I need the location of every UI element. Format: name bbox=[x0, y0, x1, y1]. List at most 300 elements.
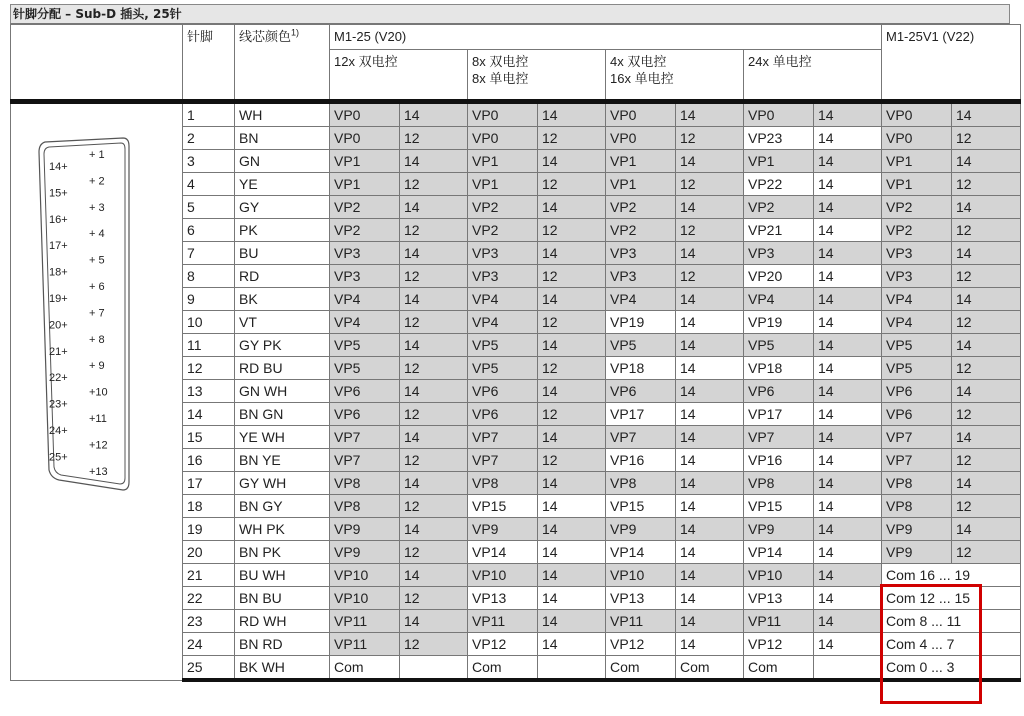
valve-cell: VP1 bbox=[882, 150, 952, 173]
valve-cell: Com bbox=[744, 656, 814, 681]
coil-cell: 14 bbox=[676, 196, 744, 219]
coil-cell: 12 bbox=[952, 449, 1021, 472]
pin-number-cell: 3 bbox=[183, 150, 235, 173]
valve-cell: VP10 bbox=[606, 564, 676, 587]
valve-cell: VP0 bbox=[468, 102, 538, 127]
valve-cell: VP9 bbox=[882, 518, 952, 541]
coil-cell: 14 bbox=[814, 380, 882, 403]
valve-cell: VP14 bbox=[606, 541, 676, 564]
valve-cell: VP13 bbox=[744, 587, 814, 610]
coil-cell: 14 bbox=[952, 426, 1021, 449]
com-group-cell: Com 4 ... 7 bbox=[882, 633, 1021, 656]
wire-color-cell: BN GN bbox=[235, 403, 330, 426]
valve-cell: VP4 bbox=[882, 288, 952, 311]
pin-number-cell: 6 bbox=[183, 219, 235, 242]
coil-cell: 14 bbox=[676, 403, 744, 426]
valve-cell: VP12 bbox=[468, 633, 538, 656]
valve-cell: VP2 bbox=[468, 219, 538, 242]
coil-cell: 14 bbox=[814, 334, 882, 357]
com-group-cell: Com 8 ... 11 bbox=[882, 610, 1021, 633]
valve-cell: VP9 bbox=[606, 518, 676, 541]
coil-cell: 12 bbox=[676, 127, 744, 150]
valve-cell: VP12 bbox=[744, 633, 814, 656]
coil-cell: 14 bbox=[538, 288, 606, 311]
pin-header: 针脚 bbox=[183, 25, 235, 102]
valve-cell: VP7 bbox=[468, 449, 538, 472]
valve-cell: VP8 bbox=[330, 495, 400, 518]
subheader-line: 8x 单电控 bbox=[472, 71, 529, 86]
valve-cell: VP1 bbox=[468, 150, 538, 173]
com-group-cell: Com 12 ... 15 bbox=[882, 587, 1021, 610]
valve-cell: VP5 bbox=[744, 334, 814, 357]
connector-diagram-cell bbox=[11, 102, 183, 681]
connector-pin-label: +11 bbox=[89, 413, 107, 425]
connector-pin-label: 14+ bbox=[49, 161, 68, 173]
valve-cell: VP11 bbox=[330, 610, 400, 633]
coil-cell: 14 bbox=[400, 242, 468, 265]
connector-pin-label: + 5 bbox=[89, 254, 105, 267]
valve-cell: VP0 bbox=[606, 127, 676, 150]
coil-cell: 14 bbox=[538, 196, 606, 219]
wire-color-cell: GN WH bbox=[235, 380, 330, 403]
group-header-v20: M1-25 (V20) bbox=[330, 25, 882, 50]
subheader-v22-empty bbox=[882, 50, 1021, 102]
valve-cell: VP3 bbox=[330, 265, 400, 288]
valve-cell: VP9 bbox=[330, 518, 400, 541]
coil-cell: 12 bbox=[400, 587, 468, 610]
wire-color-cell: VT bbox=[235, 311, 330, 334]
connector-pin-label: + 6 bbox=[89, 281, 105, 293]
coil-cell: 14 bbox=[538, 102, 606, 127]
valve-cell: VP19 bbox=[744, 311, 814, 334]
valve-cell: VP0 bbox=[744, 102, 814, 127]
valve-cell: VP3 bbox=[606, 242, 676, 265]
wire-color-cell: WH bbox=[235, 102, 330, 127]
coil-cell: 14 bbox=[676, 587, 744, 610]
coil-cell: 14 bbox=[814, 495, 882, 518]
coil-cell: 12 bbox=[952, 127, 1021, 150]
subheader-line: 4x 双电控 bbox=[610, 54, 667, 69]
valve-cell: VP8 bbox=[468, 472, 538, 495]
pin-number-cell: 15 bbox=[183, 426, 235, 449]
pin-number-cell: 9 bbox=[183, 288, 235, 311]
connector-pin-label: 21+ bbox=[49, 345, 68, 358]
connector-pin-label: 16+ bbox=[49, 213, 68, 226]
coil-cell: 14 bbox=[814, 219, 882, 242]
footnote-marker: 1) bbox=[291, 27, 300, 38]
wire-color-cell: GY PK bbox=[235, 334, 330, 357]
coil-cell: 14 bbox=[676, 380, 744, 403]
coil-cell: 14 bbox=[814, 102, 882, 127]
connector-pin-label: 15+ bbox=[49, 187, 68, 200]
valve-cell: VP14 bbox=[744, 541, 814, 564]
connector-pin-label: 24+ bbox=[49, 425, 68, 437]
pin-number-cell: 8 bbox=[183, 265, 235, 288]
valve-cell: VP12 bbox=[606, 633, 676, 656]
valve-cell: VP11 bbox=[330, 633, 400, 656]
coil-cell: 14 bbox=[538, 610, 606, 633]
wire-color-cell: GY WH bbox=[235, 472, 330, 495]
wire-color-cell: BK WH bbox=[235, 656, 330, 681]
coil-cell: 14 bbox=[814, 564, 882, 587]
valve-cell: VP2 bbox=[330, 196, 400, 219]
valve-cell: VP4 bbox=[468, 288, 538, 311]
coil-cell: 14 bbox=[538, 150, 606, 173]
valve-cell: Com bbox=[330, 656, 400, 681]
empty-cell bbox=[814, 656, 882, 681]
subheader-8x-double-8x-single bbox=[468, 50, 606, 102]
coil-cell: 14 bbox=[952, 288, 1021, 311]
valve-cell: VP9 bbox=[330, 541, 400, 564]
coil-cell: 14 bbox=[400, 334, 468, 357]
coil-cell: 14 bbox=[676, 426, 744, 449]
coil-cell: 14 bbox=[814, 541, 882, 564]
valve-cell: VP4 bbox=[468, 311, 538, 334]
valve-cell: VP4 bbox=[744, 288, 814, 311]
coil-cell: 12 bbox=[952, 541, 1021, 564]
coil-cell: 14 bbox=[400, 518, 468, 541]
coil-cell: 12 bbox=[400, 173, 468, 196]
connector-pin-label: +10 bbox=[89, 386, 108, 399]
valve-cell: VP18 bbox=[744, 357, 814, 380]
coil-cell: 14 bbox=[676, 242, 744, 265]
coil-cell: 14 bbox=[676, 311, 744, 334]
valve-cell: VP9 bbox=[468, 518, 538, 541]
coil-cell: 14 bbox=[400, 472, 468, 495]
wire-color-cell: BN PK bbox=[235, 541, 330, 564]
valve-cell: Com bbox=[468, 656, 538, 681]
connector-pin-label: + 1 bbox=[89, 149, 105, 161]
valve-cell: VP5 bbox=[882, 357, 952, 380]
coil-cell: 12 bbox=[538, 403, 606, 426]
pin-number-cell: 14 bbox=[183, 403, 235, 426]
valve-cell: VP14 bbox=[468, 541, 538, 564]
pin-number-cell: 22 bbox=[183, 587, 235, 610]
coil-cell: 14 bbox=[538, 541, 606, 564]
coil-cell: 14 bbox=[952, 472, 1021, 495]
connector-pin-label: + 3 bbox=[89, 201, 105, 214]
valve-cell: VP4 bbox=[330, 288, 400, 311]
coil-cell: 14 bbox=[538, 380, 606, 403]
wire-color-cell: YE WH bbox=[235, 426, 330, 449]
valve-cell: VP15 bbox=[468, 495, 538, 518]
coil-cell: 14 bbox=[400, 102, 468, 127]
valve-cell: VP3 bbox=[744, 242, 814, 265]
coil-cell: 14 bbox=[814, 196, 882, 219]
valve-cell: VP16 bbox=[744, 449, 814, 472]
wire-color-header-label: 线芯颜色 bbox=[239, 29, 292, 44]
valve-cell: VP0 bbox=[606, 102, 676, 127]
connector-pin-label: + 4 bbox=[89, 228, 105, 241]
valve-cell: VP15 bbox=[606, 495, 676, 518]
valve-cell: VP6 bbox=[606, 380, 676, 403]
valve-cell: VP3 bbox=[882, 265, 952, 288]
com-group-cell: Com 16 ... 19 bbox=[882, 564, 1021, 587]
coil-cell: 14 bbox=[676, 150, 744, 173]
wire-color-cell: GN bbox=[235, 150, 330, 173]
sub-d-connector-diagram bbox=[37, 136, 132, 496]
connector-pin-label: 22+ bbox=[49, 372, 68, 385]
valve-cell: VP10 bbox=[468, 564, 538, 587]
valve-cell: VP0 bbox=[330, 102, 400, 127]
subheader-24x-single: 24x 单电控 bbox=[744, 50, 882, 102]
coil-cell: 14 bbox=[538, 242, 606, 265]
coil-cell: 12 bbox=[400, 541, 468, 564]
valve-cell: VP11 bbox=[468, 610, 538, 633]
wire-color-cell: BN RD bbox=[235, 633, 330, 656]
subheader-line: 8x 双电控 bbox=[472, 54, 529, 69]
coil-cell: 14 bbox=[952, 242, 1021, 265]
wire-color-cell: BN GY bbox=[235, 495, 330, 518]
valve-cell: VP7 bbox=[330, 449, 400, 472]
valve-cell: VP3 bbox=[468, 265, 538, 288]
coil-cell: 14 bbox=[814, 449, 882, 472]
coil-cell: 14 bbox=[538, 334, 606, 357]
coil-cell: 12 bbox=[538, 357, 606, 380]
coil-cell: 14 bbox=[814, 288, 882, 311]
coil-cell: 14 bbox=[538, 564, 606, 587]
valve-cell: VP21 bbox=[744, 219, 814, 242]
valve-cell: VP0 bbox=[468, 127, 538, 150]
coil-cell: 14 bbox=[538, 518, 606, 541]
connector-pin-label: 23+ bbox=[49, 398, 68, 411]
pin-number-cell: 20 bbox=[183, 541, 235, 564]
coil-cell: 12 bbox=[400, 403, 468, 426]
valve-cell: VP2 bbox=[468, 196, 538, 219]
pin-number-cell: 7 bbox=[183, 242, 235, 265]
coil-cell: 14 bbox=[400, 380, 468, 403]
pin-number-cell: 4 bbox=[183, 173, 235, 196]
connector-pin-label: 18+ bbox=[49, 266, 68, 279]
connector-pin-label: 17+ bbox=[49, 240, 68, 253]
coil-cell: 12 bbox=[400, 127, 468, 150]
valve-cell: VP8 bbox=[882, 495, 952, 518]
valve-cell: VP8 bbox=[882, 472, 952, 495]
valve-cell: VP1 bbox=[744, 150, 814, 173]
coil-cell: 12 bbox=[400, 633, 468, 656]
coil-cell: 12 bbox=[952, 265, 1021, 288]
valve-cell: VP4 bbox=[606, 288, 676, 311]
coil-cell: 14 bbox=[952, 102, 1021, 127]
coil-cell: 12 bbox=[952, 495, 1021, 518]
valve-cell: VP19 bbox=[606, 311, 676, 334]
connector-pin-label: + 8 bbox=[89, 333, 105, 346]
valve-cell: VP4 bbox=[330, 311, 400, 334]
valve-cell: VP9 bbox=[744, 518, 814, 541]
valve-cell: VP7 bbox=[744, 426, 814, 449]
valve-cell: VP1 bbox=[882, 173, 952, 196]
coil-cell: 12 bbox=[538, 449, 606, 472]
connector-pin-label: + 7 bbox=[89, 307, 105, 320]
coil-cell: 14 bbox=[952, 196, 1021, 219]
valve-cell: VP15 bbox=[744, 495, 814, 518]
coil-cell: 12 bbox=[400, 495, 468, 518]
coil-cell: 14 bbox=[676, 633, 744, 656]
coil-cell: 12 bbox=[952, 219, 1021, 242]
coil-cell: 14 bbox=[676, 610, 744, 633]
wire-color-cell: YE bbox=[235, 173, 330, 196]
valve-cell: VP3 bbox=[468, 242, 538, 265]
coil-cell: 14 bbox=[676, 518, 744, 541]
empty-cell bbox=[538, 656, 606, 681]
coil-cell: 14 bbox=[676, 495, 744, 518]
coil-cell: 14 bbox=[676, 357, 744, 380]
wire-color-cell: BU bbox=[235, 242, 330, 265]
valve-cell: VP6 bbox=[882, 403, 952, 426]
com-group-cell: Com 0 ... 3 bbox=[882, 656, 1021, 681]
coil-cell: 14 bbox=[676, 288, 744, 311]
valve-cell: VP6 bbox=[468, 380, 538, 403]
valve-cell: VP7 bbox=[882, 426, 952, 449]
coil-cell: 14 bbox=[538, 633, 606, 656]
pin-assignment-table bbox=[10, 24, 1021, 682]
coil-cell: 14 bbox=[814, 633, 882, 656]
coil-cell: 14 bbox=[814, 127, 882, 150]
valve-cell: VP2 bbox=[882, 196, 952, 219]
wire-color-cell: BU WH bbox=[235, 564, 330, 587]
pin-number-cell: 13 bbox=[183, 380, 235, 403]
valve-cell: VP22 bbox=[744, 173, 814, 196]
connector-pin-label: +13 bbox=[89, 465, 108, 478]
connector-header bbox=[11, 25, 183, 102]
valve-cell: VP6 bbox=[468, 403, 538, 426]
coil-cell: 12 bbox=[538, 127, 606, 150]
wire-color-cell: BK bbox=[235, 288, 330, 311]
valve-cell: VP13 bbox=[468, 587, 538, 610]
pin-number-cell: 1 bbox=[183, 102, 235, 127]
coil-cell: 14 bbox=[676, 334, 744, 357]
valve-cell: VP5 bbox=[330, 357, 400, 380]
coil-cell: 14 bbox=[814, 518, 882, 541]
coil-cell: 14 bbox=[814, 357, 882, 380]
valve-cell: VP17 bbox=[744, 403, 814, 426]
wire-color-cell: GY bbox=[235, 196, 330, 219]
wire-color-cell: RD WH bbox=[235, 610, 330, 633]
wire-color-header bbox=[235, 25, 330, 102]
coil-cell: 12 bbox=[952, 357, 1021, 380]
coil-cell: 14 bbox=[400, 150, 468, 173]
connector-pin-label: +12 bbox=[89, 439, 108, 452]
coil-cell: 12 bbox=[676, 219, 744, 242]
valve-cell: VP17 bbox=[606, 403, 676, 426]
valve-cell: VP10 bbox=[330, 587, 400, 610]
wire-color-cell: BN bbox=[235, 127, 330, 150]
connector-pin-label: + 9 bbox=[89, 360, 105, 373]
valve-cell: VP2 bbox=[744, 196, 814, 219]
valve-cell: VP8 bbox=[744, 472, 814, 495]
pin-number-cell: 2 bbox=[183, 127, 235, 150]
valve-cell: VP1 bbox=[330, 173, 400, 196]
pin-number-cell: 5 bbox=[183, 196, 235, 219]
coil-cell: 14 bbox=[814, 610, 882, 633]
coil-cell: 14 bbox=[400, 426, 468, 449]
valve-cell: VP7 bbox=[882, 449, 952, 472]
coil-cell: 14 bbox=[676, 102, 744, 127]
coil-cell: 14 bbox=[814, 242, 882, 265]
valve-cell: VP20 bbox=[744, 265, 814, 288]
coil-cell: 14 bbox=[814, 265, 882, 288]
valve-cell: VP7 bbox=[468, 426, 538, 449]
valve-cell: VP5 bbox=[468, 334, 538, 357]
valve-cell: VP1 bbox=[606, 173, 676, 196]
coil-cell: 14 bbox=[538, 472, 606, 495]
connector-pin-label: 20+ bbox=[49, 319, 68, 332]
coil-cell: 14 bbox=[400, 564, 468, 587]
table-row bbox=[11, 102, 1021, 127]
coil-cell: 12 bbox=[952, 403, 1021, 426]
coil-cell: 14 bbox=[952, 380, 1021, 403]
valve-cell: VP13 bbox=[606, 587, 676, 610]
valve-cell: VP16 bbox=[606, 449, 676, 472]
valve-cell: VP2 bbox=[882, 219, 952, 242]
group-header-v22: M1-25V1 (V22) bbox=[882, 25, 1021, 50]
valve-cell: VP2 bbox=[330, 219, 400, 242]
coil-cell: 14 bbox=[814, 173, 882, 196]
coil-cell: 14 bbox=[814, 587, 882, 610]
subheader-4x-double-16x-single bbox=[606, 50, 744, 102]
valve-cell: VP3 bbox=[330, 242, 400, 265]
valve-cell: VP5 bbox=[330, 334, 400, 357]
pin-number-cell: 16 bbox=[183, 449, 235, 472]
coil-cell: 14 bbox=[676, 564, 744, 587]
pin-number-cell: 11 bbox=[183, 334, 235, 357]
valve-cell: VP2 bbox=[606, 196, 676, 219]
valve-cell: VP23 bbox=[744, 127, 814, 150]
coil-cell: 14 bbox=[676, 472, 744, 495]
coil-cell: 12 bbox=[952, 173, 1021, 196]
valve-cell: VP6 bbox=[330, 380, 400, 403]
valve-cell: VP7 bbox=[606, 426, 676, 449]
subheader-line: 16x 单电控 bbox=[610, 71, 674, 86]
valve-cell: VP10 bbox=[330, 564, 400, 587]
valve-cell: VP11 bbox=[606, 610, 676, 633]
coil-cell: 12 bbox=[538, 311, 606, 334]
pin-number-cell: 17 bbox=[183, 472, 235, 495]
pin-number-cell: 18 bbox=[183, 495, 235, 518]
connector-pin-label: 19+ bbox=[49, 293, 68, 305]
valve-cell: VP2 bbox=[606, 219, 676, 242]
valve-cell: VP10 bbox=[744, 564, 814, 587]
coil-cell: 12 bbox=[538, 265, 606, 288]
coil-cell: 14 bbox=[814, 403, 882, 426]
coil-cell: Com bbox=[676, 656, 744, 681]
valve-cell: VP0 bbox=[882, 127, 952, 150]
pin-number-cell: 19 bbox=[183, 518, 235, 541]
coil-cell: 14 bbox=[538, 495, 606, 518]
valve-cell: VP5 bbox=[882, 334, 952, 357]
valve-cell: VP3 bbox=[882, 242, 952, 265]
valve-cell: VP7 bbox=[330, 426, 400, 449]
coil-cell: 14 bbox=[676, 541, 744, 564]
valve-cell: Com bbox=[606, 656, 676, 681]
coil-cell: 12 bbox=[676, 173, 744, 196]
valve-cell: VP5 bbox=[606, 334, 676, 357]
valve-cell: VP18 bbox=[606, 357, 676, 380]
coil-cell: 12 bbox=[400, 449, 468, 472]
coil-cell: 12 bbox=[400, 265, 468, 288]
coil-cell: 14 bbox=[538, 587, 606, 610]
connector-pin-label: + 2 bbox=[89, 175, 105, 188]
coil-cell: 14 bbox=[952, 334, 1021, 357]
coil-cell: 12 bbox=[400, 357, 468, 380]
wire-color-cell: BN YE bbox=[235, 449, 330, 472]
coil-cell: 14 bbox=[400, 288, 468, 311]
wire-color-cell: PK bbox=[235, 219, 330, 242]
valve-cell: VP3 bbox=[606, 265, 676, 288]
valve-cell: VP8 bbox=[330, 472, 400, 495]
coil-cell: 14 bbox=[400, 196, 468, 219]
wire-color-cell: WH PK bbox=[235, 518, 330, 541]
